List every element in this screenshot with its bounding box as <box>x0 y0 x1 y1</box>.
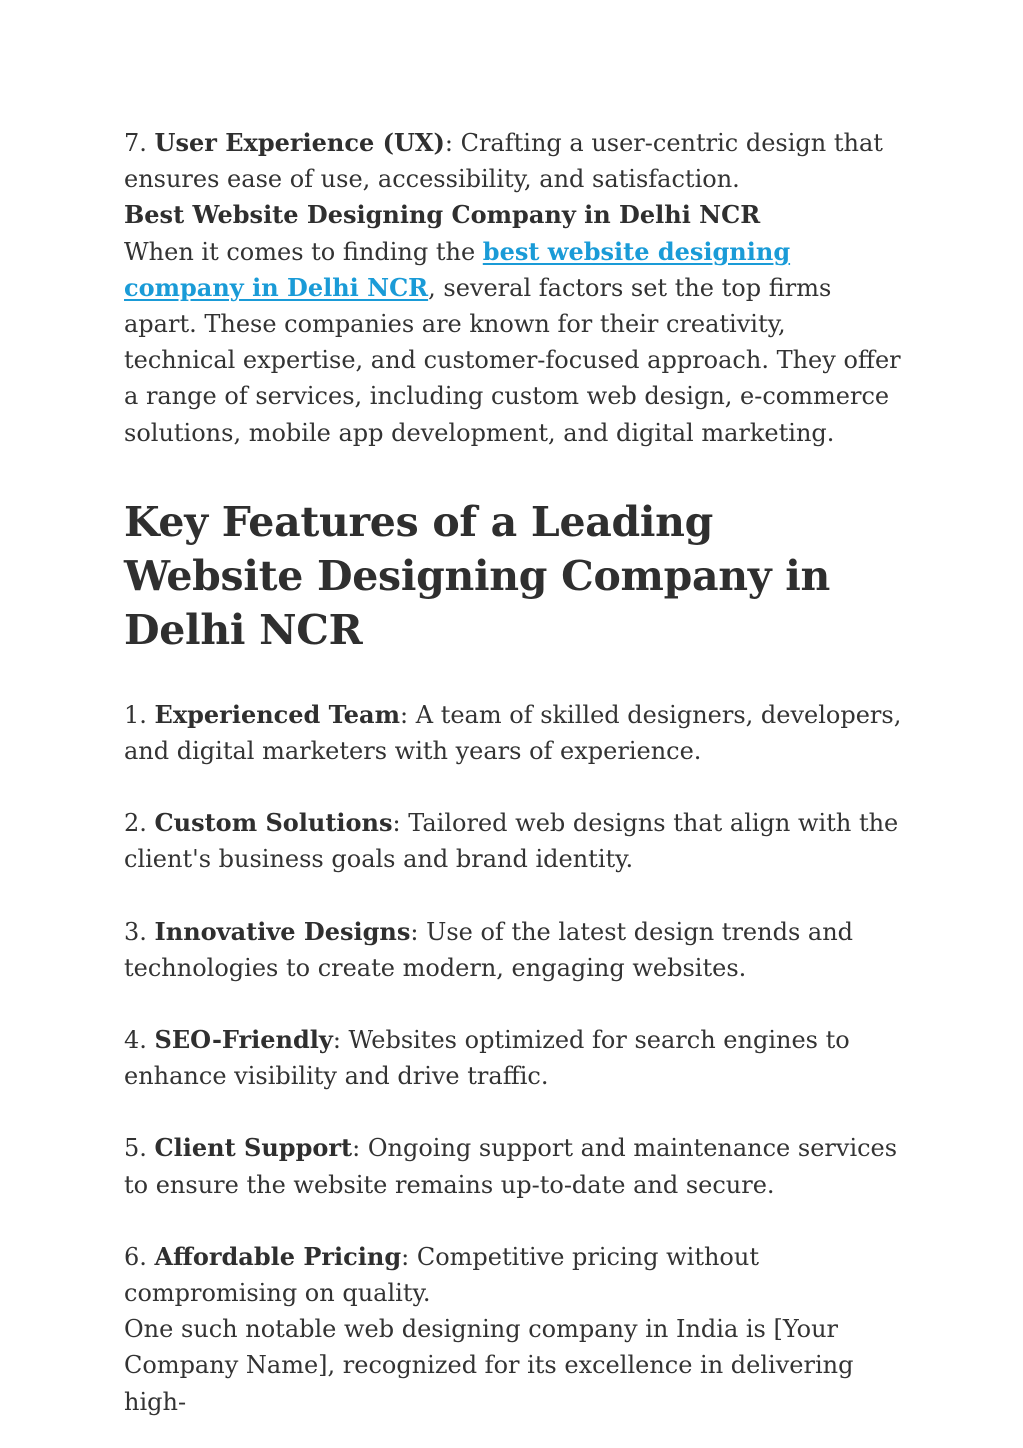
feature-term: Experienced Team <box>154 699 401 729</box>
paragraph-text-before: When it comes to finding the <box>124 237 483 266</box>
body-paragraph <box>124 234 904 451</box>
feature-text: : Use of the latest design trends and technologies to create modern, engaging websites. <box>124 917 854 982</box>
item-number: 7. <box>124 129 155 157</box>
feature-item-client-support <box>124 1130 904 1202</box>
feature-item-custom-solutions <box>124 805 904 877</box>
feature-term: Custom Solutions <box>154 808 393 838</box>
company-link[interactable]: best website designing company in Delhi NCR <box>124 236 791 302</box>
feature-term: Client Support <box>154 1133 353 1163</box>
closing-paragraph: One such notable web designing company in India is [Your Company Name], recognized for its excellence in delivering high- <box>124 1315 854 1416</box>
feature-number: 3. <box>124 917 155 946</box>
feature-number: 2. <box>124 809 155 838</box>
item-text: : Crafting a user-centric design that ensures ease of use, accessibility, and satisfaction. <box>124 129 883 194</box>
feature-term: Affordable Pricing <box>154 1241 402 1271</box>
feature-item-experienced-team <box>124 697 904 769</box>
section-subheading: Best Website Designing Company in Delhi NCR <box>124 200 761 230</box>
page-heading: Key Features of a Leading Website Designing Company in Delhi NCR <box>124 497 830 654</box>
feature-text: : Ongoing support and maintenance services to ensure the website remains up-to-date and secure. <box>124 1134 898 1199</box>
paragraph-text-after: , several factors set the top firms apart. These companies are known for their creativity, technical expertise, and customer-focused approach. They offer a range of services, including custom web design, e-commerce solutions, mobile app development, and digital marketing. <box>124 273 901 447</box>
feature-term: Innovative Designs <box>154 916 411 946</box>
document-page <box>124 125 904 1420</box>
feature-number: 5. <box>124 1134 155 1163</box>
feature-text: : Tailored web designs that align with the client's business goals and brand identity. <box>124 809 899 874</box>
feature-item-seo-friendly <box>124 1022 904 1094</box>
item-term: User Experience (UX) <box>154 128 445 157</box>
feature-text: : A team of skilled designers, developers, and digital marketers with years of experience. <box>124 700 902 766</box>
list-item-user-experience <box>124 125 904 197</box>
feature-term: SEO-Friendly <box>154 1025 333 1055</box>
feature-item-affordable-pricing <box>124 1239 904 1311</box>
feature-number: 6. <box>124 1242 155 1271</box>
feature-text: : Websites optimized for search engines to enhance visibility and drive traffic. <box>124 1026 850 1091</box>
feature-item-innovative-designs <box>124 914 904 986</box>
feature-text: : Competitive pricing without compromising on quality. <box>124 1242 759 1308</box>
feature-number: 1. <box>124 700 155 729</box>
feature-number: 4. <box>124 1026 155 1055</box>
